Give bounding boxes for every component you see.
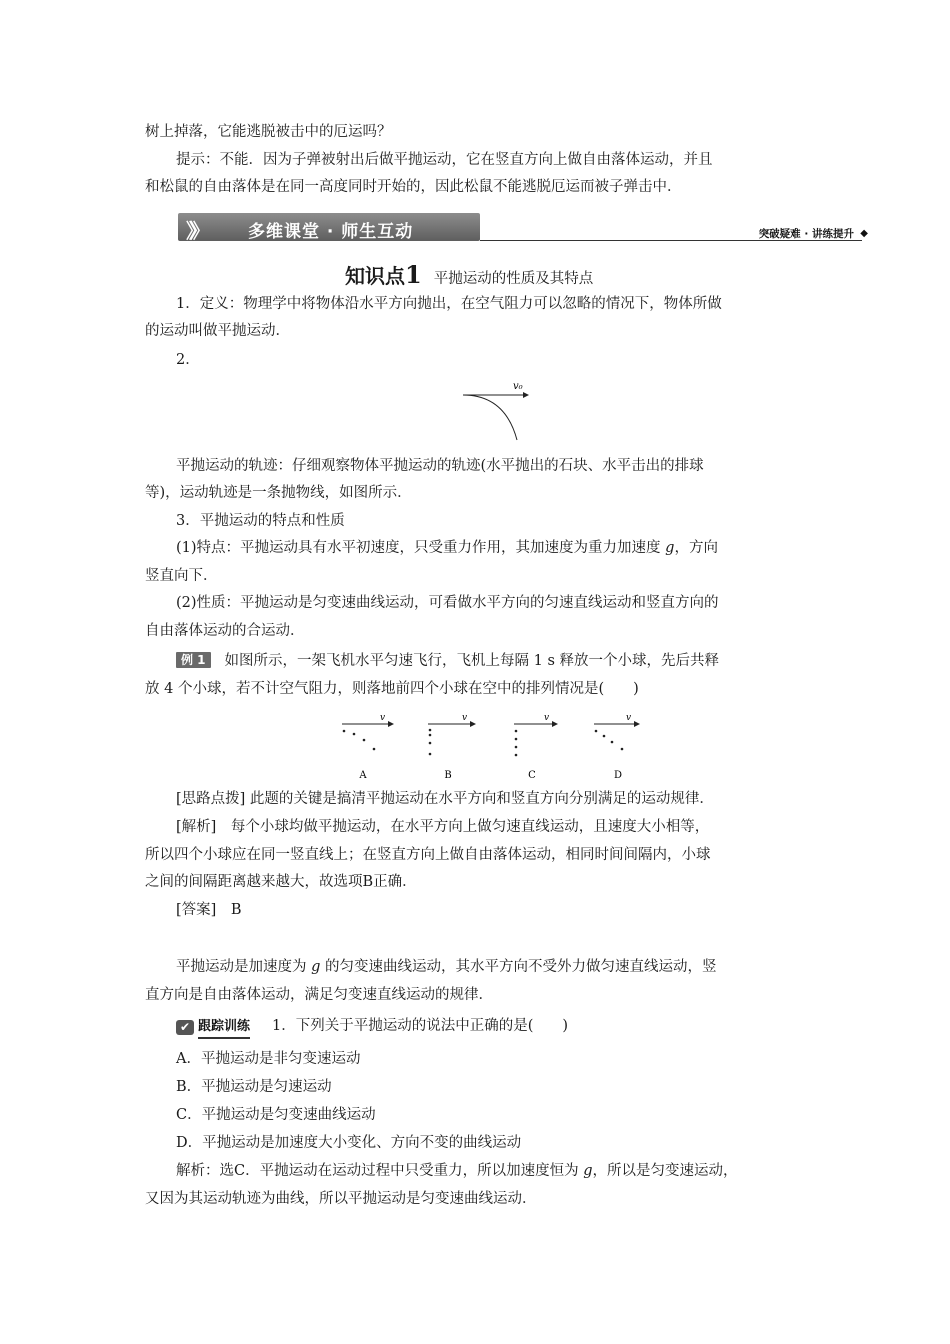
analysis-line-2: 所以四个小球应在同一竖直线上；在竖直方向上做自由落体运动，相同时间间隔内，小球 xyxy=(145,847,711,863)
velocity-label-c: v xyxy=(544,713,550,723)
option-b-diagram xyxy=(428,713,476,781)
ball xyxy=(429,729,432,732)
feature-text-a: (1)特点：平抛运动具有水平初速度，只受重力作用，其加速度为重力加速度 xyxy=(176,540,666,556)
velocity-arrowhead xyxy=(523,392,529,398)
arrowhead-a xyxy=(388,721,394,727)
option-c-diagram xyxy=(514,713,558,781)
analysis-line-1: [解析] 每个小球均做平抛运动，在水平方向上做匀速直线运动，且速度大小相等， xyxy=(176,819,710,835)
analysis-line-3: 之间的间隔距离越来越大，故选项B正确． xyxy=(145,874,417,890)
definition-line-2: 的运动叫做平抛运动． xyxy=(145,323,290,339)
section3-title: 3．平抛运动的特点和性质 xyxy=(176,513,345,529)
solution-text-a: 解析：选C．平抛运动在运动过程中只受重力，所以加速度恒为 xyxy=(176,1163,584,1179)
trajectory-figure xyxy=(455,378,535,444)
section2-label: 2． xyxy=(176,352,200,368)
ball xyxy=(343,730,346,733)
velocity-label-d: v xyxy=(626,713,632,723)
arrowhead-c xyxy=(552,721,558,727)
definition-line-1: 1．定义：物理学中将物体沿水平方向抛出，在空气阻力可以忽略的情况下，物体所做 xyxy=(176,296,722,312)
trajectory-line-1: 平抛运动的轨迹：仔细观察物体平抛运动的轨迹(水平抛出的石块、水平击出的排球 xyxy=(176,458,704,474)
v0-label: v₀ xyxy=(513,381,523,392)
example-line-2: 放 4 个小球，若不计空气阻力，则落地前四个小球在空中的排列情况是( ) xyxy=(145,681,639,697)
practice-option-b: B．平抛运动是匀速运动 xyxy=(176,1079,332,1095)
example-line-1 xyxy=(176,651,719,671)
intro-line-1: 树上掉落，它能逃脱被击中的厄运吗？ xyxy=(145,124,392,140)
banner-title: 多维课堂 · 师生互动 xyxy=(248,222,414,242)
ball xyxy=(515,730,518,733)
banner-bar xyxy=(178,213,480,241)
option-a-diagram xyxy=(342,713,394,781)
ball xyxy=(515,754,518,757)
practice-badge: 跟踪训练 xyxy=(198,1017,250,1039)
knowledge-point-number: 1 xyxy=(405,260,422,289)
summary-line-2: 直方向是自由落体运动，满足匀变速直线运动的规律． xyxy=(145,987,493,1003)
ball xyxy=(515,746,518,749)
practice-option-a: A．平抛运动是非匀变速运动 xyxy=(176,1051,361,1067)
option-label-b: B xyxy=(444,770,452,781)
trajectory-line-2: 等)，运动轨迹是一条抛物线，如图所示． xyxy=(145,485,412,501)
hint-line: [思路点拨] 此题的关键是搞清平抛运动在水平方向和竖直方向分别满足的运动规律． xyxy=(176,791,714,807)
intro-line-3: 和松鼠的自由落体是在同一高度同时开始的，因此松鼠不能逃脱厄运而被子弹击中． xyxy=(145,179,682,195)
velocity-label-a: v xyxy=(380,713,386,723)
example-options-figure xyxy=(330,712,650,784)
arrowhead-b xyxy=(470,721,476,727)
ball xyxy=(603,735,606,738)
practice-option-d: D．平抛运动是加速度大小变化、方向不变的曲线运动 xyxy=(176,1135,522,1151)
example-badge: 例 1 xyxy=(176,652,211,668)
summary-line-1 xyxy=(176,957,717,977)
knowledge-point-subtitle: 平抛运动的性质及其特点 xyxy=(433,271,594,287)
g-symbol: g xyxy=(665,540,675,556)
velocity-label-b: v xyxy=(462,713,468,723)
ball xyxy=(595,730,598,733)
summary-text-b: 的匀变速曲线运动，其水平方向不受外力做匀速直线运动，竖 xyxy=(320,959,717,975)
option-label-c: C xyxy=(528,770,536,781)
feature-text-b: ，方向 xyxy=(674,540,718,556)
practice-question-line xyxy=(176,1016,568,1039)
summary-text-a: 平抛运动是加速度为 xyxy=(176,959,312,975)
ball xyxy=(611,741,614,744)
solution-line-1 xyxy=(176,1161,738,1181)
solution-line-2: 又因为其运动轨迹为曲线，所以平抛运动是匀变速曲线运动． xyxy=(145,1191,537,1207)
ball xyxy=(363,739,366,742)
ball xyxy=(429,734,432,737)
g-symbol: g xyxy=(583,1163,593,1179)
ball xyxy=(429,742,432,745)
ball xyxy=(353,733,356,736)
practice-question: 1．下列关于平抛运动的说法中正确的是( ) xyxy=(272,1018,569,1034)
ball xyxy=(515,738,518,741)
ball xyxy=(373,748,376,751)
g-symbol: g xyxy=(311,959,321,975)
parabola-curve xyxy=(463,395,517,440)
property-line-2: 自由落体运动的合运动． xyxy=(145,623,305,639)
intro-hint: 提示：不能．因为子弹被射出后做平抛运动，它在竖直方向上做自由落体运动，并且 xyxy=(176,152,713,168)
knowledge-point-label: 知识点 xyxy=(345,264,405,288)
feature-line-1 xyxy=(176,538,718,558)
knowledge-point-heading xyxy=(345,260,593,289)
check-icon: ✔ xyxy=(176,1020,194,1035)
diamond-icon: ◆ xyxy=(860,228,868,239)
section-banner xyxy=(178,213,868,245)
arrowhead-d xyxy=(634,721,640,727)
example-question: 如图所示，一架飞机水平匀速飞行，飞机上每隔 1 s 释放一个小球，先后共释 xyxy=(224,653,720,669)
property-line-1: (2)性质：平抛运动是匀变速曲线运动，可看做水平方向的匀速直线运动和竖直方向的 xyxy=(176,595,719,611)
solution-text-b: ，所以是匀变速运动， xyxy=(592,1163,738,1179)
option-d-diagram xyxy=(594,713,640,781)
practice-option-c: C．平抛运动是匀变速曲线运动 xyxy=(176,1107,376,1123)
answer-line: [答案] B xyxy=(176,902,242,918)
ball xyxy=(621,748,624,751)
option-label-d: D xyxy=(613,770,623,781)
double-chevron-icon: 》》 xyxy=(186,219,204,243)
ball xyxy=(429,753,432,756)
feature-line-2: 竖直向下． xyxy=(145,568,218,584)
option-label-a: A xyxy=(359,770,367,781)
banner-subtitle: 突破疑难 · 讲练提升 xyxy=(758,228,854,240)
